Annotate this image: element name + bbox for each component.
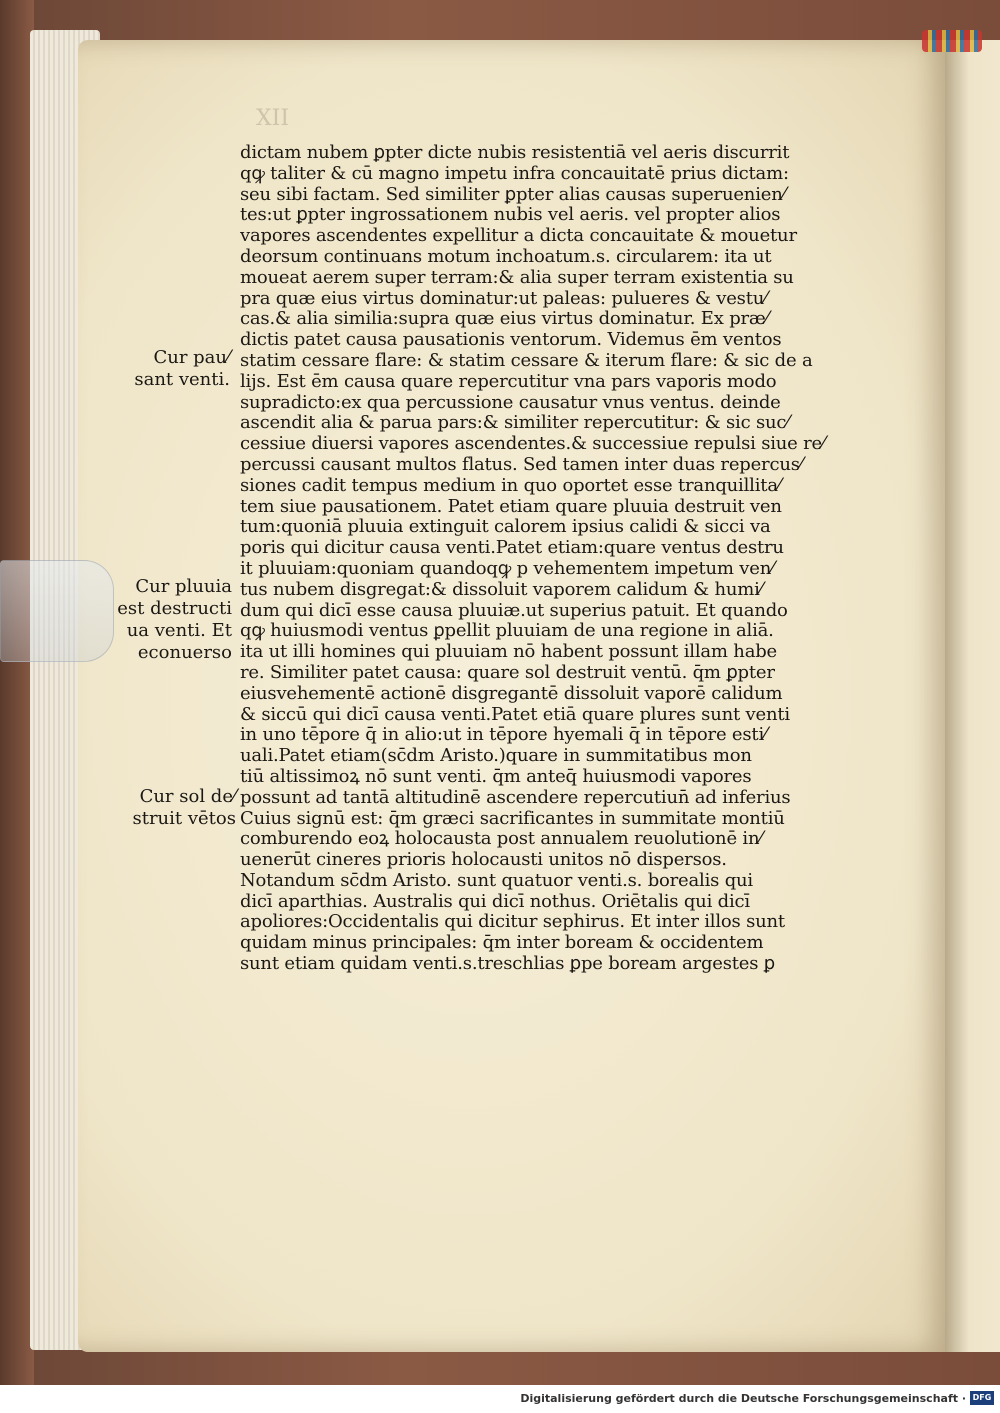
text-line: Notandum sc̄d̄m Aristo. sunt quatuor venti.s. borealis qui	[240, 870, 753, 891]
text-line: quidam minus principales: q̄m inter boream & occidentem	[240, 933, 764, 954]
right-page-gutter	[945, 40, 1000, 1352]
text-line: uenerūt cineres prioris holocausti unitos nō dispersos.	[240, 850, 727, 871]
text-line: statim cessare flare: & statim cessare & iterum flare: & sic de a	[240, 350, 813, 371]
text-line: vapores ascendentes expellitur a dicta concauitate & mouetur	[240, 226, 797, 247]
text-line: dictis patet causa pausationis ventorum. Videmus ēm ventos	[240, 330, 782, 351]
text-line: seu sibi factam. Sed similiter ꝑpter alias causas superuenien⁄	[240, 184, 786, 205]
text-line: possunt ad tantā altitudinē ascendere repercutiun̄ ad inferius	[240, 787, 791, 808]
text-line: in uno tēpore q̄ in alio:ut in tēpore hyemali q̄ in tēpore esti⁄	[240, 725, 767, 746]
marginal-line: econuerso	[137, 642, 232, 663]
text-line: tem siue pausationem. Patet etiam quare pluuia destruit ven	[240, 496, 782, 517]
folio-number: XII	[256, 106, 290, 131]
text-line: comburendo eoꝝ holocausta post annualem reuolutionē in⁄	[240, 829, 763, 850]
dfg-logo: DFG	[970, 1391, 994, 1405]
text-line: ascendit alia & parua pars:& similiter repercutitur: & sic suc⁄	[240, 413, 790, 434]
text-line: sunt etiam quidam venti.s.treschlias ꝑpe boream argestes ꝑ	[240, 954, 776, 975]
text-line: it pluuiam:quoniam quandoqꝙ p vehementem impetum ven⁄	[240, 558, 774, 579]
footer-bar	[0, 1385, 1000, 1413]
text-line: & siccū qui dicī causa venti.Patet etiā quare plures sunt venti	[240, 704, 790, 725]
marginal-line: Cur pluuia	[135, 576, 232, 597]
text-line: dictam nubem ꝑpter dicte nubis resistentiā vel aeris discurrit	[240, 143, 790, 163]
marginal-line: Cur sol de⁄	[139, 786, 236, 807]
body-text	[240, 143, 852, 975]
marginal-note-cur-sol	[96, 786, 236, 830]
marginal-line: ua venti. Et	[126, 620, 232, 641]
marginal-line: struit vētos	[132, 808, 236, 829]
text-line: qꝙ huiusmodi ventus ꝑpellit pluuiam de una regione in aliā.	[240, 621, 774, 642]
marginal-line: sant venti.	[134, 369, 230, 390]
bookmark-ribbon	[922, 30, 982, 52]
text-line: tes:ut ꝑpter ingrossationem nubis vel aeris. vel propter alios	[240, 205, 781, 226]
text-line: eiusvehementē actionē disgregantē dissoluit vaporē calidum	[240, 683, 783, 704]
text-line: dum qui dicī esse causa pluuiæ.ut superius patuit. Et quando	[240, 600, 788, 621]
text-line: tus nubem disgregat:& dissoluit vaporem calidum & humi⁄	[240, 579, 763, 600]
funding-credit: Digitalisierung gefördert durch die Deutsche Forschungsgemeinschaft ·	[520, 1392, 966, 1405]
text-line: qꝙ taliter & cū magno impetu infra concauitatē prius dictam:	[240, 163, 789, 184]
text-line: cas.& alia similia:supra quæ eius virtus dominatur. Ex præ⁄	[240, 309, 769, 330]
text-line: cessiue diuersi vapores ascendentes.& successiue repulsi siue re⁄	[240, 434, 825, 455]
text-line: tum:quoniā pluuia extinguit calorem ipsius calidi & sicci va	[240, 517, 771, 538]
marginal-note-cur-pausant	[100, 347, 230, 391]
marginal-note-cur-pluuia	[96, 576, 232, 664]
text-line: percussi causant multos flatus. Sed tamen inter duas repercus⁄	[240, 454, 803, 475]
text-line: poris qui dicitur causa venti.Patet etiam:quare ventus destru	[240, 538, 784, 559]
text-line: pra quæ eius virtus dominatur:ut paleas: pulueres & vestu⁄	[240, 288, 767, 309]
marginal-line: est destructi	[117, 598, 232, 619]
marginal-line: Cur pau⁄	[153, 347, 230, 368]
cover-edge	[0, 0, 34, 1385]
text-line: deorsum continuans motum inchoatum.s. circularem: ita ut	[240, 246, 772, 267]
text-line: ita ut illi homines qui pluuiam nō habent possunt illam habe	[240, 642, 778, 663]
text-line: re. Similiter patet causa: quare sol destruit ventū. q̄m ꝑpter	[240, 662, 775, 683]
text-line: lijs. Est ēm causa quare repercutitur vna pars vaporis modo	[240, 371, 777, 392]
text-line: uali.Patet etiam(sc̄d̄m Aristo.)quare in summitatibus mon	[240, 746, 752, 767]
text-line: Cuius signū est: q̄m græci sacrificantes in summitate montiū	[240, 808, 785, 829]
text-line: tiū altissimoꝝ nō sunt venti. q̄m anteq̄ huiusmodi vapores	[240, 766, 752, 787]
text-line: apoliores:Occidentalis qui dicitur sephirus. Et inter illos sunt	[240, 912, 785, 933]
text-line: dicī aparthias. Australis qui dicī nothus. Oriētalis qui dicī	[240, 891, 750, 912]
text-line: moueat aerem super terram:& alia super terram existentia su	[240, 267, 794, 288]
text-line: supradicto:ex qua percussione causatur vnus ventus. deinde	[240, 392, 781, 413]
text-line: siones cadit tempus medium in quo oportet esse tranquillita⁄	[240, 475, 781, 496]
